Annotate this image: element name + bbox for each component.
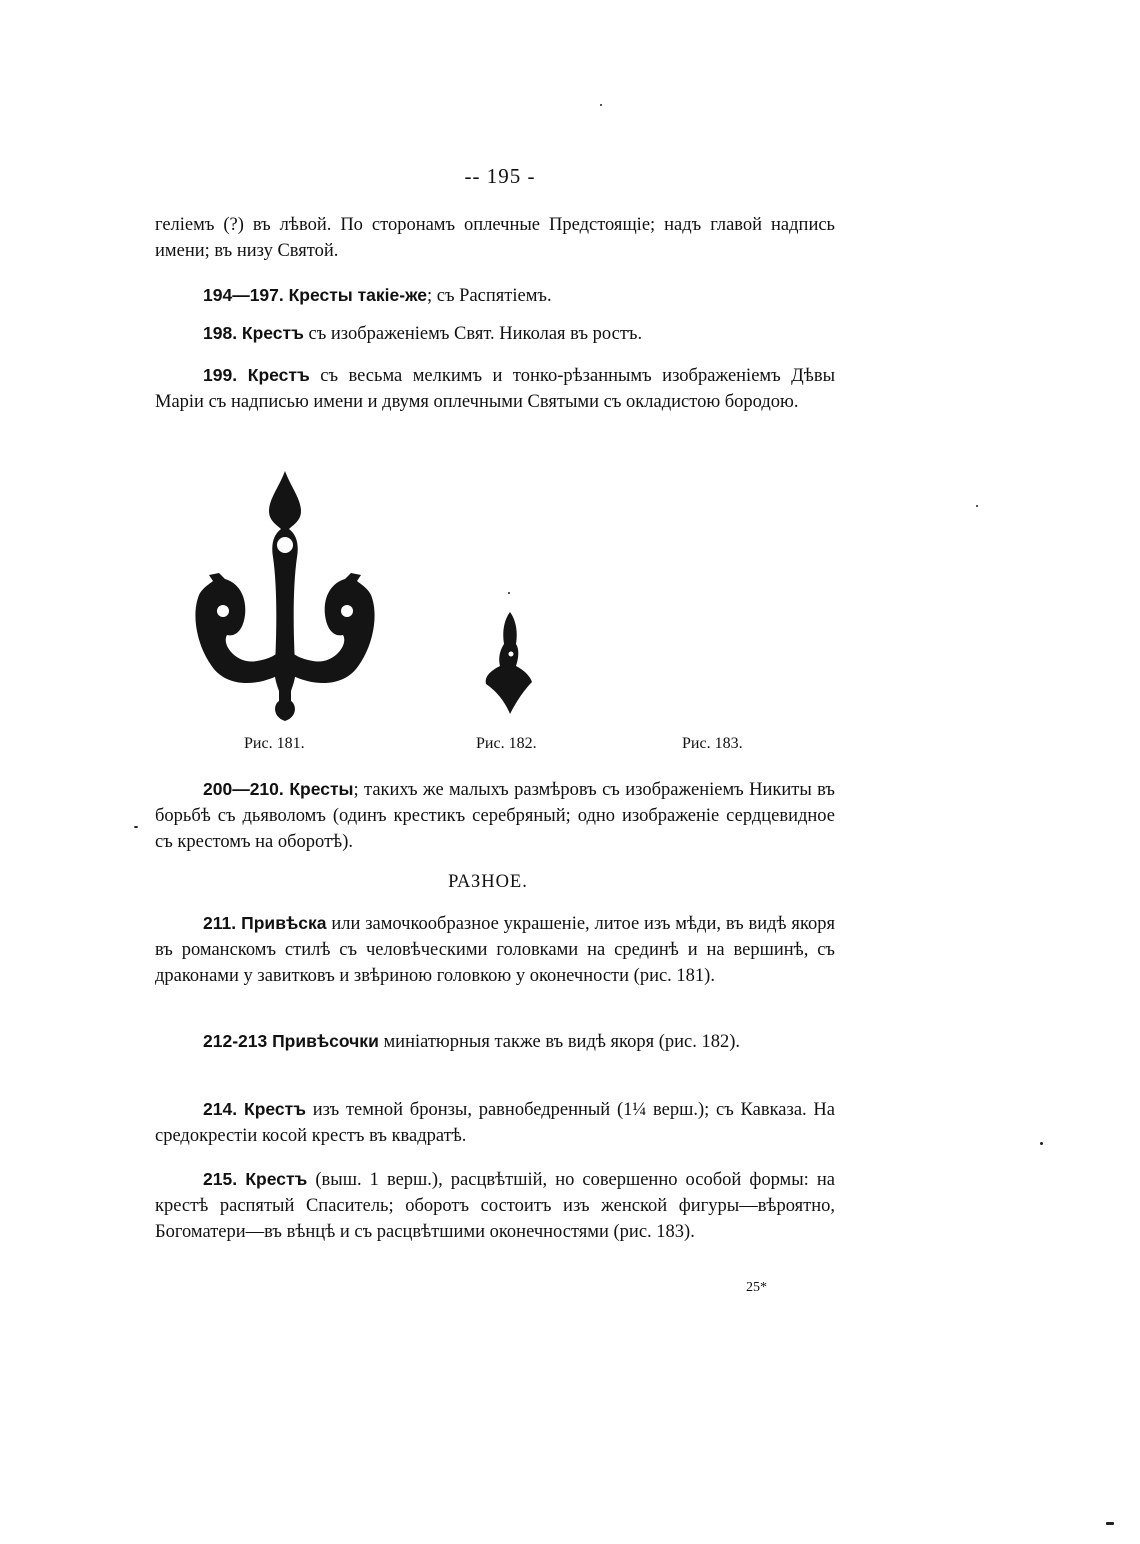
entry-194 — [155, 282, 835, 309]
entry-200-number: 200—210. Кресты — [203, 779, 354, 799]
figure-181-anchor-pendant — [185, 465, 385, 730]
scan-speck — [1040, 1142, 1043, 1145]
scan-speck — [976, 505, 978, 507]
entry-194-number: 194—197. Кресты такіе-же — [203, 285, 427, 305]
entry-215 — [155, 1166, 835, 1245]
entry-199-number: 199. Крестъ — [203, 365, 310, 385]
entry-194-text: ; съ Распятіемъ. — [427, 286, 552, 306]
scan-speck — [1106, 1522, 1114, 1525]
printer-signature: 25* — [746, 1280, 767, 1295]
paragraph-top — [155, 212, 835, 264]
scan-speck — [134, 826, 138, 828]
entry-215-number: 215. Крестъ — [203, 1169, 308, 1189]
entry-212 — [155, 1028, 835, 1055]
entry-214 — [155, 1096, 835, 1149]
entry-211-number: 211. Привѣска — [203, 913, 327, 933]
caption-fig-182: Рис. 182. — [476, 735, 537, 752]
caption-fig-183: Рис. 183. — [682, 735, 743, 752]
entry-214-text: изъ темной бронзы, равнобедренный (1¼ верш.); съ Кавказа. На средокрестіи косой крестъ въ квадратѣ. — [155, 1100, 835, 1146]
entry-211-text: или замочкообразное украшеніе, литое изъ мѣди, въ видѣ якоря въ романскомъ стилѣ съ человѣческими головками на срединѣ и на вершинѣ, съ драконами у завитковъ и звѣриною головкою у оконечности (рис. 181). — [155, 914, 836, 986]
page-number: -- 195 - — [464, 164, 536, 188]
section-heading: РАЗНОЕ. — [448, 872, 528, 892]
scan-speck — [508, 592, 510, 594]
entry-215-text: (выш. 1 верш.), расцвѣтшій, но совершенно особой формы: на крестѣ распятый Спаситель; оборотъ состоитъ изъ женской фигуры—вѣроятно, Богоматери—въ вѣнцѣ и съ расцвѣтшими оконечностями (рис. 183). — [155, 1170, 836, 1242]
entry-212-number: 212-213 Привѣсочки — [203, 1031, 379, 1051]
caption-fig-181: Рис. 181. — [244, 735, 305, 752]
entry-212-text: миніатюрныя также въ видѣ якоря (рис. 182). — [378, 1032, 741, 1052]
entry-200-text: ; такихъ же малыхъ размѣровъ съ изображеніемъ Никиты въ борьбѣ съ дьяволомъ (одинъ крестикъ серебряный; одно изображеніе сердцевидное съ крестомъ на оборотѣ). — [155, 780, 835, 852]
entry-200 — [155, 776, 835, 855]
entry-199-text: съ весьма мелкимъ и тонко-рѣзаннымъ изображеніемъ Дѣвы Маріи съ надписью имени и двумя оплечными Святыми съ окладистою бородою. — [155, 366, 836, 412]
paragraph-top-text: геліемъ (?) въ лѣвой. По сторонамъ оплечные Предстоящіе; надъ главой надпись имени; въ низу Святой. — [155, 215, 835, 261]
entry-214-number: 214. Крестъ — [203, 1099, 306, 1119]
scan-speck — [600, 104, 602, 106]
entry-198-number: 198. Крестъ — [203, 323, 304, 343]
entry-198-text: съ изображеніемъ Свят. Николая въ ростъ. — [303, 324, 643, 344]
entry-211 — [155, 910, 835, 989]
figure-182-miniature-pendant — [478, 610, 538, 725]
entry-198 — [155, 320, 835, 347]
entry-199 — [155, 362, 835, 415]
